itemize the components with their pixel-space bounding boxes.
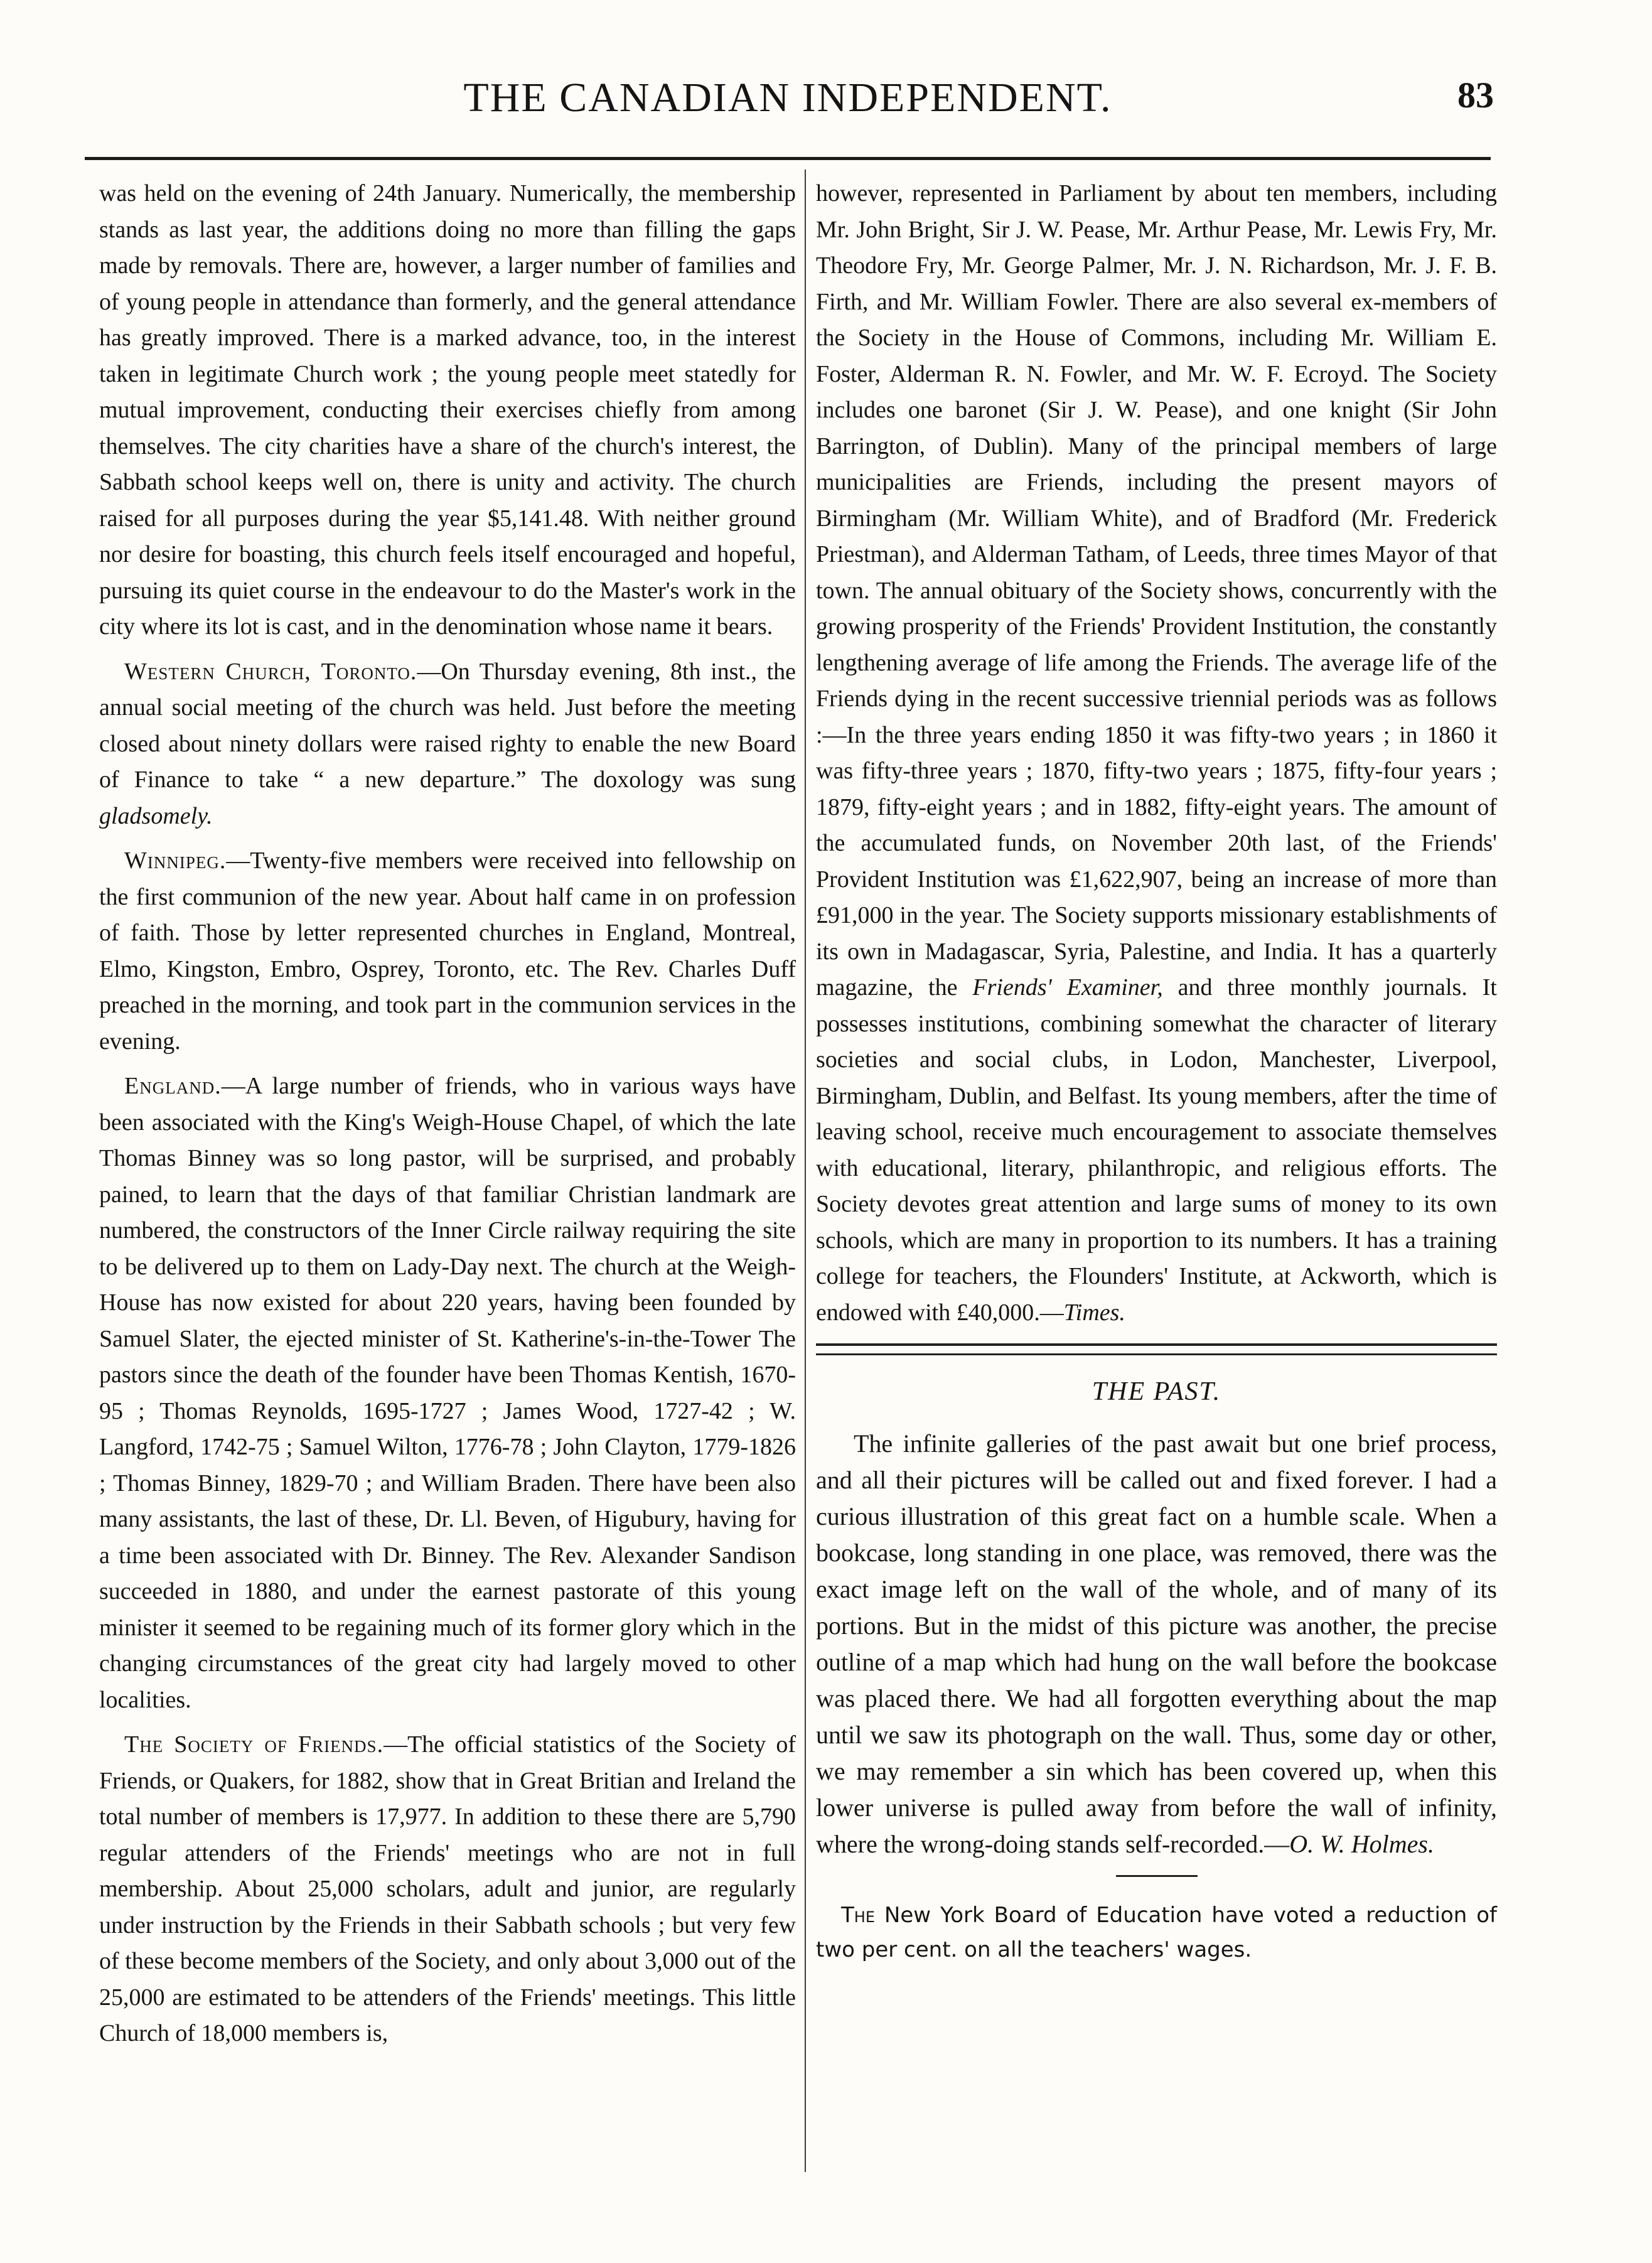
short-rule bbox=[1116, 1875, 1198, 1877]
column-divider bbox=[805, 169, 806, 2172]
the-past-paragraph: The infinite galleries of the past await but one brief process, and all their pictures will be called out and fixed forever. I had a curious illustration of this great fact on a humble scale. When a bookcase, long standing in one place, was removed, there was the exact image left on the wall of the whole, and of many of its portions. But in the midst of this picture was another, the precise outline of a map which had hung on the wall before the bookcase was placed there. We had all forgotten everything about the map until we saw its photograph on the wall. Thus, some day or other, we may remember a sin which has been covered up, when this lower universe is pulled away from before the wall of infinity, where the wrong-doing stands self-recorded.—O. W. Holmes. bbox=[816, 1429, 1497, 1858]
church-report-paragraph: was held on the evening of 24th January. Numerically, the membership stands as last year, the additions doing no more than filling the gaps made by removals. There are, however, a larger number of families and of young people in attendance than formerly, and the general attendance has greatly improved. There is a marked advance, too, in the interest taken in legitimate Church work ; the young people meet statedly for mutual improvement, conducting their exercises chiefly from among themselves. The city charities have a share of the church's interest, the Sabbath school keeps well on, there is unity and activity. The church raised for all purposes during the year $5,141.48. With neither ground nor desire for boasting, this church feels itself encouraged and hopeful, pursuing its quiet course in the endeavour to do the Master's work in the city where its lot is cast, and in the denomination whose name it bears. bbox=[99, 180, 796, 640]
left-column bbox=[99, 176, 796, 2061]
section-double-rule bbox=[816, 1343, 1497, 1355]
western-church-paragraph: Western Church, Toronto.—On Thursday evening, 8th inst., the annual social meeting of the church was held. Just before the meeting closed about ninety dollars were raised righty to enable the new Board of Finance to take “ a new departure.” The doxology was sung gladsomely. bbox=[99, 658, 796, 829]
section-title: THE PAST. bbox=[1092, 1377, 1221, 1406]
section-heading: Western Church, Toronto. bbox=[124, 658, 417, 685]
the-past-article bbox=[816, 1426, 1497, 1863]
winnipeg-paragraph: Winnipeg.—Twenty-five members were received into fellowship on the first communion of the new year. About half came in on profession of faith. Those by letter represented churches in England, Montreal, Elmo, Kingston, Embro, Osprey, Toronto, etc. The Rev. Charles Duff preached in the morning, and took part in the communion services in the evening. bbox=[99, 847, 796, 1055]
publication-title: THE CANADIAN INDEPENDENT. bbox=[463, 75, 1112, 121]
section-heading: The Society of Friends. bbox=[124, 1731, 384, 1758]
society-of-friends-paragraph: The Society of Friends.—The official statistics of the Society of Friends, or Quakers, for 1882, show that in Great Britian and Ireland the total number of members is 17,977. In addition to these there are 5,790 regular attenders of the Friends' meetings who are not in full membership. About 25,000 scholars, adult and junior, are regularly under instruction by the Friends in their Sabbath schools ; but very few of these become members of the Society, and only about 3,000 out of the 25,000 are estimated to be attenders of the Friends' meetings. This little Church of 18,000 members is, bbox=[99, 1731, 796, 2046]
england-paragraph: England.—A large number of friends, who in various ways have been associated with the King's Weigh-House Chapel, of which the late Thomas Binney was so long pastor, will be surprised, and probably pained, to learn that the days of that familiar Christian landmark are numbered, the constructors of the Inner Circle railway requiring the site to be delivered up to them on Lady-Day next. The church at the Weigh-House has now existed for about 220 years, having been founded by Samuel Slater, the ejected minister of St. Katherine's-in-the-Tower The pastors since the death of the founder have been Thomas Kentish, 1670-95 ; Thomas Reynolds, 1695-1727 ; James Wood, 1727-42 ; W. Langford, 1742-75 ; Samuel Wilton, 1776-78 ; John Clayton, 1779-1826 ; Thomas Binney, 1829-70 ; and William Braden. There have been also many assistants, the last of these, Dr. Ll. Beven, of Higubury, having for a time been associated with Dr. Binney. The Rev. Alexander Sandison succeeded in 1880, and under the earnest pastorate of this young minister it seemed to be regaining much of its former glory which in the changing circumstances of the great city had largely moved to other localities. bbox=[99, 1073, 796, 1713]
right-column bbox=[816, 176, 1497, 1976]
friends-continued-paragraph: however, represented in Parliament by about ten members, including Mr. John Bright, Sir J. W. Pease, Mr. Arthur Pease, Mr. Lewis Fry, Mr. Theodore Fry, Mr. George Palmer, Mr. J. N. Richardson, Mr. J. F. B. Firth, and Mr. William Fowler. There are also several ex-members of the Society in the House of Commons, including Mr. William E. Foster, Alderman R. N. Fowler, and Mr. W. F. Ecroyd. The Society includes one baronet (Sir J. W. Pease), and one knight (Sir John Barrington, of Dublin). Many of the principal members of large municipalities are Friends, including the present mayors of Birmingham (Mr. William White), and of Bradford (Mr. Frederick Priestman), and Alderman Tatham, of Leeds, three times Mayor of that town. The annual obituary of the Society shows, concurrently with the growing prosperity of the Friends' Provident Institution, the constantly lengthening average of life among the Friends. The average life of the Friends dying in the recent successive triennial periods was as follows :—In the three years ending 1850 it was fifty-two years ; in 1860 it was fifty-three years ; 1870, fifty-two years ; 1875, fifty-four years ; 1879, fifty-eight years ; and in 1882, fifty-eight years. The amount of the accumulated funds, on November 20th last, of the Friends' Provident Institution was £1,622,907, being an increase of more than £91,000 in the year. The Society supports missionary establishments of its own in Madagascar, Syria, Palestine, and India. It has a quarterly magazine, the Friends' Examiner, and three monthly journals. It possesses institutions, combining somewhat the character of literary societies and social clubs, in Lodon, Manchester, Liverpool, Birmingham, Dublin, and Belfast. Its young members, after the time of leaving school, receive much encouragement to associate themselves with educational, literary, philanthropic, and religious efforts. The Society devotes great attention and large sums of money to its own schools, which are many in proportion to its numbers. It has a training college for teachers, the Flounders' Institute, at Ackworth, which is endowed with £40,000.—Times. bbox=[816, 180, 1497, 1326]
page-header bbox=[82, 74, 1494, 143]
header-rule bbox=[85, 157, 1491, 160]
board-of-education-note: The New York Board of Education have voted a reduction of two per cent. on all the teachers' wages. bbox=[816, 1902, 1497, 1962]
section-heading: England. bbox=[124, 1073, 222, 1099]
source-attribution: Times. bbox=[1063, 1299, 1125, 1326]
page-number: 83 bbox=[1457, 75, 1494, 116]
section-heading: Winnipeg. bbox=[124, 847, 227, 874]
author-attribution: O. W. Holmes. bbox=[1289, 1829, 1434, 1858]
